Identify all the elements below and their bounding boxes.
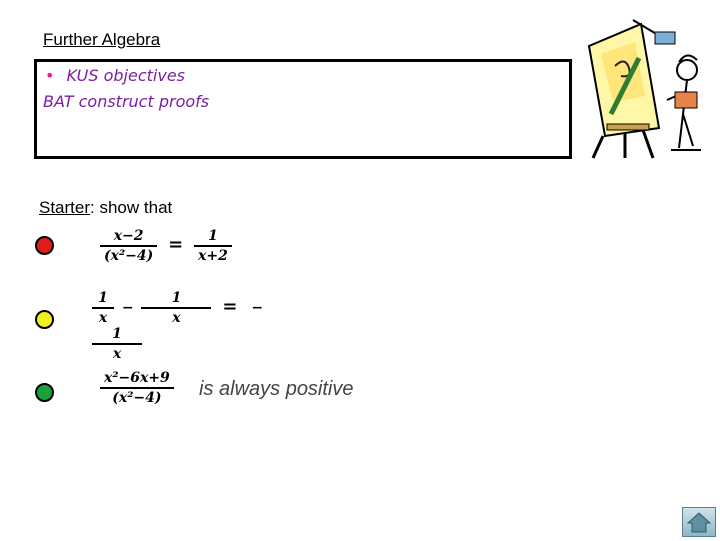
fraction-main	[100, 370, 174, 406]
numerator: 1	[171, 290, 182, 306]
green-dot-icon	[35, 383, 54, 402]
equals-sign: =	[222, 296, 238, 317]
starter-text: : show that	[90, 198, 173, 217]
fraction-rhs	[194, 228, 232, 264]
fraction-bar	[141, 307, 211, 309]
numerator: x−2	[113, 228, 144, 244]
artist-clipart-icon	[583, 18, 713, 160]
fraction-bar	[194, 245, 232, 247]
positivity-note: is always positive	[199, 378, 354, 400]
fraction-bar	[92, 343, 142, 345]
fraction-b	[141, 290, 211, 326]
red-dot-icon	[35, 236, 54, 255]
fraction-bar	[100, 245, 157, 247]
problem-1	[100, 228, 232, 264]
denominator: x	[98, 310, 108, 326]
fraction-bar	[92, 307, 114, 309]
equals-sign: =	[168, 234, 184, 255]
fraction-c	[92, 326, 142, 362]
home-icon	[683, 508, 715, 536]
slide-title: Further Algebra	[43, 30, 161, 49]
fraction-a	[92, 290, 114, 326]
numerator: 1	[98, 290, 108, 306]
problem-3	[100, 370, 174, 406]
yellow-dot-icon	[35, 310, 54, 329]
fraction-lhs	[100, 228, 157, 264]
denominator: x	[172, 310, 181, 326]
objective-line-2: BAT construct proofs	[43, 92, 210, 111]
denominator: x	[112, 346, 122, 362]
objective-text-1: KUS objectives	[66, 66, 185, 85]
problem-2	[92, 290, 292, 362]
denominator: (x²−4)	[112, 390, 162, 406]
denominator: (x²−4)	[104, 248, 154, 264]
numerator: 1	[208, 228, 218, 244]
starter-line	[39, 198, 172, 218]
home-button[interactable]	[682, 507, 716, 537]
denominator: x+2	[198, 248, 228, 264]
fraction-bar	[100, 387, 174, 389]
minus-sign: −	[121, 300, 134, 316]
bullet-icon: •	[45, 66, 55, 85]
numerator: x²−6x+9	[104, 370, 170, 386]
starter-label: Starter	[39, 198, 91, 217]
objective-line-1	[45, 66, 185, 85]
numerator: 1	[112, 326, 122, 342]
objectives-box	[34, 59, 572, 159]
minus-sign: −	[251, 300, 264, 316]
